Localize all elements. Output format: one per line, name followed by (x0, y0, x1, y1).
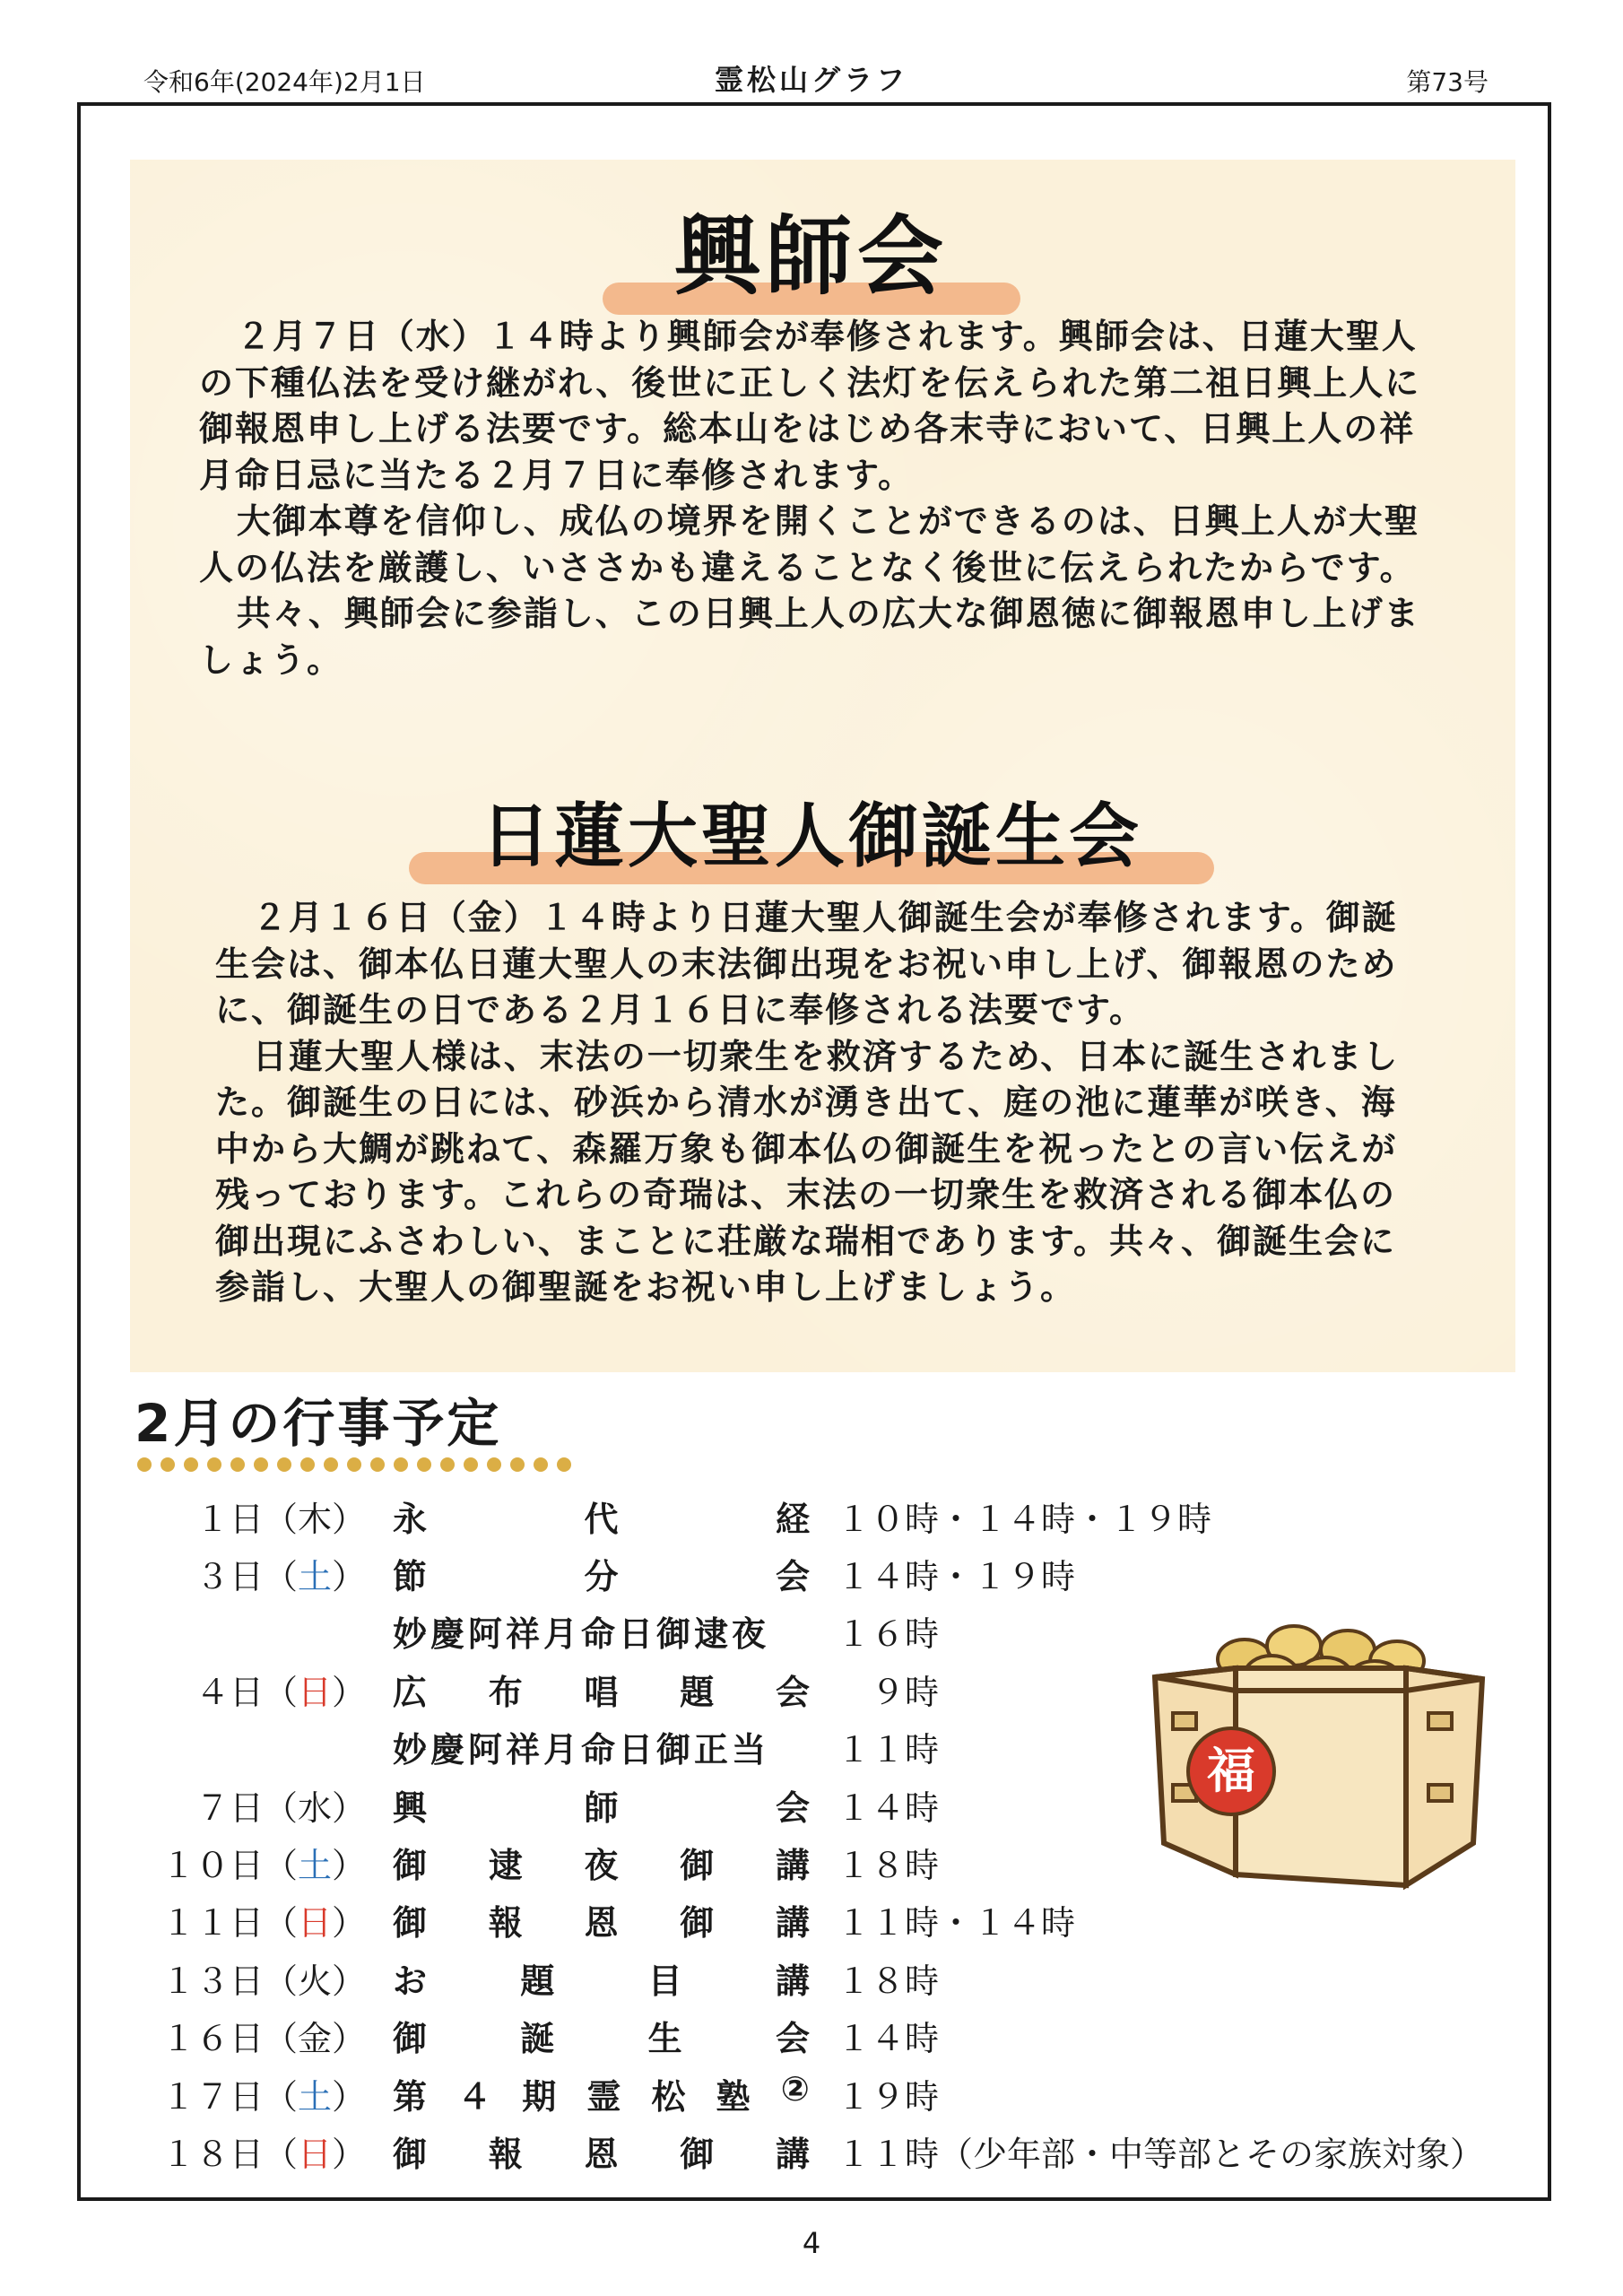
divider-dot (254, 1457, 268, 1472)
divider-dot (137, 1457, 152, 1472)
event-name-part: 御 (393, 2019, 428, 2059)
event-name-part: 報 (488, 2134, 523, 2174)
schedule-row (135, 1892, 1533, 1949)
event-day-close: ） (331, 1961, 366, 2001)
event-weekday: 日 (297, 1903, 332, 1944)
event-weekday: 水 (297, 1787, 332, 1828)
schedule-row (135, 1949, 1533, 2006)
event-time: １１時（少年部・中等部とその家族対象） (837, 2134, 1485, 2174)
event-day: １０日（ (161, 1846, 298, 1886)
divider-dot (510, 1457, 525, 1472)
divider-dot (184, 1457, 198, 1472)
section1-paragraph: 大御本尊を信仰し、成仏の境界を開くことができるのは、日興上人が大聖人の仏法を厳護し、いささかも違えることなく後世に伝えられたからです。 (199, 501, 1420, 587)
event-name-part: 塾 (716, 2076, 751, 2117)
divider-dot (161, 1457, 175, 1472)
event-date (135, 1665, 366, 1714)
event-day: １３日（ (161, 1961, 298, 2001)
divider-dot (370, 1457, 385, 1472)
event-time: １９時 (837, 2076, 940, 2117)
event-name-part: 恩 (584, 1903, 619, 1944)
event-day: ７日（ (195, 1787, 298, 1828)
event-name (393, 1606, 810, 1656)
event-date (135, 1953, 366, 2003)
event-name-part: 経 (775, 1499, 810, 1539)
event-name-part: 会 (775, 1787, 810, 1828)
event-name (393, 1953, 810, 2003)
event-time: １６時 (837, 1614, 940, 1655)
event-weekday: 木 (297, 1499, 332, 1539)
event-day-close: ） (331, 2076, 366, 2117)
divider-dot (230, 1457, 245, 1472)
section2-body (215, 895, 1426, 1311)
schedule-row (135, 1544, 1533, 1602)
event-name-part: 第 (393, 2076, 428, 2117)
event-name-part: 題 (520, 1961, 555, 2001)
dotted-divider (137, 1457, 571, 1472)
section1-paragraph: 共々、興師会に参詣し、この日興上人の広大な御恩徳に御報恩申し上げましょう。 (199, 594, 1420, 680)
event-time: １８時 (837, 1846, 940, 1886)
page-number: 4 (802, 2226, 821, 2260)
event-weekday: 土 (297, 2076, 332, 2117)
event-day: ３日（ (195, 1557, 298, 1597)
divider-dot (300, 1457, 315, 1472)
event-name-part: 目 (647, 1961, 682, 2001)
event-time: １４時 (837, 1787, 940, 1828)
event-name (393, 2126, 810, 2176)
event-weekday: 土 (297, 1846, 332, 1886)
issue-number: 第73号 (1406, 67, 1488, 97)
event-day-close: ） (331, 1672, 366, 1712)
event-name-part: 広 (393, 1672, 428, 1712)
issue-date: 令和6年(2024年)2月1日 (143, 67, 426, 97)
event-name-part: 誕 (520, 2019, 555, 2059)
event-name-part: 御 (393, 2134, 428, 2174)
section2-paragraph: ２月１６日（金）１４時より日蓮大聖人御誕生会が奉修されます。御誕生会は、御本仏日蓮大聖人の末法御出現をお祝い申し上げ、御報恩のために、御誕生の日である２月１６日に奉修される法要です。 (215, 898, 1398, 1030)
event-time: ９時 (837, 1672, 940, 1712)
schedule-row (135, 2007, 1533, 2065)
section2-title: 日蓮大聖人御誕生会 (480, 796, 1142, 877)
event-name-part: 御 (680, 1846, 715, 1886)
divider-dot (347, 1457, 361, 1472)
event-name-part: 永 (393, 1499, 428, 1539)
event-name-part: 御 (680, 2134, 715, 2174)
divider-dot (557, 1457, 571, 1472)
event-name-part: 生 (647, 2019, 682, 2059)
event-day-close: ） (331, 2134, 366, 2174)
divider-dot (394, 1457, 408, 1472)
event-name-part: 節 (393, 1557, 428, 1597)
event-name-part: 妙慶阿祥月命日御正当 (393, 1730, 770, 1770)
divider-dot (417, 1457, 431, 1472)
divider-dot (464, 1457, 478, 1472)
event-name-part: 妙慶阿祥月命日御逮夜 (393, 1614, 770, 1655)
event-name-part: 会 (775, 1672, 810, 1712)
event-weekday: 日 (297, 2134, 332, 2174)
event-name-part: ② (780, 2068, 810, 2109)
event-name-part: 御 (393, 1903, 428, 1944)
event-name-part: 霊 (586, 2076, 621, 2117)
event-day: １８日（ (161, 2134, 298, 2174)
box-right-face (1406, 1668, 1482, 1885)
event-day-close: ） (331, 2019, 366, 2059)
event-weekday: 火 (297, 1961, 332, 2001)
fuku-character: 福 (1207, 1743, 1255, 1799)
event-day-close: ） (331, 1846, 366, 1886)
event-time: １１時 (837, 1730, 940, 1770)
event-date (135, 1549, 366, 1598)
event-name-part: 恩 (584, 2134, 619, 2174)
event-date (135, 2126, 366, 2176)
event-day: ４日（ (195, 1672, 298, 1712)
event-day: １６日（ (161, 2019, 298, 2059)
event-day: １７日（ (161, 2076, 298, 2117)
event-day-close: ） (331, 1787, 366, 1828)
event-date (135, 2011, 366, 2060)
event-date (135, 1492, 366, 1541)
event-name (393, 1722, 810, 1771)
event-name-part: 布 (488, 1672, 523, 1712)
event-name (393, 2069, 810, 2118)
event-name-part: 講 (775, 1846, 810, 1886)
event-date (135, 2069, 366, 2118)
event-name-part: 松 (651, 2076, 686, 2117)
event-day-close: ） (331, 1557, 366, 1597)
event-name-part: 夜 (584, 1846, 619, 1886)
section1-title: 興師会 (674, 206, 949, 307)
event-name-part: 唱 (584, 1672, 619, 1712)
event-name-part: 題 (680, 1672, 715, 1712)
event-name (393, 1549, 810, 1598)
section1-heading (0, 188, 1623, 311)
event-name-part: 御 (680, 1903, 715, 1944)
divider-dot (324, 1457, 338, 1472)
section1-body (199, 314, 1436, 683)
event-name-part: 会 (775, 2019, 810, 2059)
section1-paragraph: ２月７日（水）１４時より興師会が奉修されます。興師会は、日蓮大聖人の下種仏法を受け継がれ、後世に正しく法灯を伝えられた第二祖日興上人に御報恩申し上げる法要です。総本山をはじめ各末寺において、日興上人の祥月命日忌に当たる２月７日に奉修されます。 (199, 317, 1421, 495)
event-name-part: 講 (775, 2134, 810, 2174)
event-weekday: 土 (297, 1557, 332, 1597)
event-time: １１時・１４時 (837, 1903, 1076, 1944)
event-name-part: 代 (584, 1499, 619, 1539)
event-name-part: 御 (393, 1846, 428, 1886)
event-name (393, 1665, 810, 1714)
event-name (393, 2011, 810, 2060)
event-day: １１日（ (161, 1903, 298, 1944)
event-name-part: 期 (522, 2076, 557, 2117)
schedule-row (135, 2065, 1533, 2122)
event-name (393, 1492, 810, 1541)
event-name-part: 会 (775, 1557, 810, 1597)
event-name-part: 興 (393, 1787, 428, 1828)
event-day-close: ） (331, 1499, 366, 1539)
event-time: １４時・１９時 (837, 1557, 1076, 1597)
divider-dot (487, 1457, 501, 1472)
divider-dot (277, 1457, 291, 1472)
schedule-row (135, 1487, 1533, 1544)
event-time: １０時・１４時・１９時 (837, 1499, 1212, 1539)
event-name-part: ４ (457, 2076, 492, 2117)
section2-heading (0, 780, 1623, 881)
event-name-part: 分 (584, 1557, 619, 1597)
schedule-row (135, 2122, 1533, 2179)
event-date (135, 1838, 366, 1887)
event-name (393, 1780, 810, 1830)
masu-bean-box-illustration (1137, 1605, 1497, 1892)
event-name (393, 1895, 810, 1944)
schedule-title: 2月の行事予定 (135, 1393, 502, 1454)
event-date (135, 1895, 366, 1944)
event-day: １日（ (195, 1499, 298, 1539)
event-time: １４時 (837, 2019, 940, 2059)
event-time: １８時 (837, 1961, 940, 2001)
divider-dot (207, 1457, 221, 1472)
event-weekday: 金 (297, 2019, 332, 2059)
divider-dot (440, 1457, 455, 1472)
publication-title: 霊松山グラフ (714, 63, 908, 97)
event-name-part: お (393, 1961, 428, 2001)
event-name-part: 講 (775, 1903, 810, 1944)
divider-dot (534, 1457, 548, 1472)
event-name-part: 報 (488, 1903, 523, 1944)
event-day-close: ） (331, 1903, 366, 1944)
event-name-part: 逮 (488, 1846, 523, 1886)
event-date (135, 1780, 366, 1830)
event-name (393, 1838, 810, 1887)
section2-paragraph: 日蓮大聖人様は、末法の一切衆生を救済するため、日本に誕生されました。御誕生の日には、砂浜から清水が湧き出て、庭の池に蓮華が咲き、海中から大鯛が跳ねて、森羅万象も御本仏の御誕生を祝ったとの言い伝えが残っております。これらの奇瑞は、末法の一切衆生を救済される御本仏の御出現にふさわしい、まことに荘厳な瑞相であります。共々、御誕生会に参詣し、大聖人の御聖誕をお祝い申し上げましょう。 (215, 1036, 1400, 1307)
event-name-part: 師 (584, 1787, 619, 1828)
event-name-part: 講 (775, 1961, 810, 2001)
event-weekday: 日 (297, 1672, 332, 1712)
